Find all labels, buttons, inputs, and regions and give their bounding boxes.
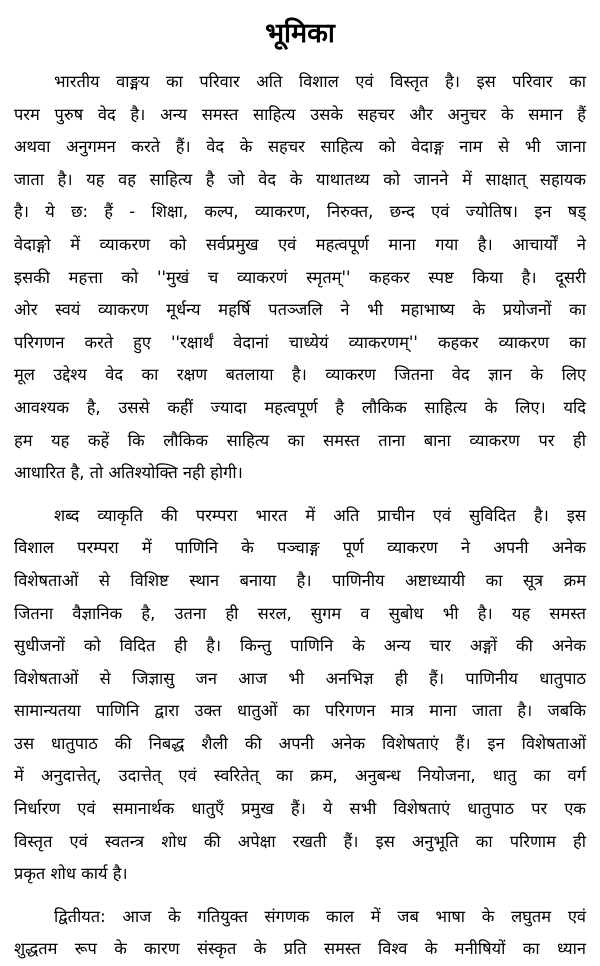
text-line: विशेषताओं से विशिष्ट स्थान बनाया है। पाणिनीय अष्टाध्यायी का सूत्र क्रम bbox=[14, 570, 586, 590]
text-line: शब्द व्याकृति की परम्परा भारत में अति प्राचीन एवं सुविदित है। इस bbox=[54, 505, 586, 525]
page-title: भूमिका bbox=[265, 18, 335, 49]
text-line: परिगणन करते हुए ''रक्षार्थं वेदानां चाध्येयं व्याकरणम्'' कहकर व्याकरण का bbox=[14, 332, 586, 352]
text-line: प्रकृत शोध कार्य है। bbox=[14, 864, 128, 884]
text-line: विशेषताओं से जिज्ञासु जन आज भी अनभिज्ञ ही हैं। पाणिनीय धातुपाठ bbox=[14, 668, 586, 688]
text-line: इसकी महत्ता को ''मुखं च व्याकरणं स्मृतम्'' कहकर स्पष्ट किया है। दूसरी bbox=[14, 267, 586, 287]
text-line: द्वितीयत: आज के गतियुक्त संगणक काल में जब भाषा के लघुतम एवं bbox=[54, 906, 586, 926]
body-text bbox=[14, 66, 586, 966]
text-line: उस धातुपाठ की निबद्ध शैली की अपनी अनेक विशेषताएं हैं। इन विशेषताओं bbox=[14, 733, 586, 753]
text-line: आधारित है, तो अतिश्योक्ति नही होगी। bbox=[14, 463, 243, 483]
text-line: निर्धारण एवं समानार्थक धातुएँ प्रमुख हैं। ये सभी विशेषताएं धातुपाठ पर एक bbox=[14, 799, 586, 819]
text-line: विस्तृत एवं स्वतन्त्र शोध की अपेक्षा रखती हैं। इस अनुभूति का परिणाम ही bbox=[14, 831, 586, 851]
paragraph bbox=[14, 66, 586, 490]
text-line: है। ये छ: हैं - शिक्षा, कल्प, व्याकरण, निरुक्त, छन्द एवं ज्योतिष। इन षड् bbox=[14, 202, 586, 222]
text-line: जितना वैज्ञानिक है, उतना ही सरल, सुगम व सुबोध भी है। यह समस्त bbox=[14, 603, 586, 623]
text-line: भारतीय वाङ्मय का परिवार अति विशाल एवं विस्तृत है। इस परिवार का bbox=[54, 72, 586, 91]
text-line: जाता है। यह वह साहित्य है जो वेद के याथातथ्य को जानने में साक्षात् सहायक bbox=[14, 169, 586, 189]
text-line: अथवा अनुगमन करते हैं। वेद के सहचर साहित्य को वेदाङ्ग नाम से भी जाना bbox=[14, 137, 586, 157]
text-line: शुद्धतम रूप के कारण संस्कृत के प्रति समस्त विश्व के मनीषियों का ध्यान bbox=[14, 939, 586, 959]
text-line: आवश्यक है, उससे कहीं ज्यादा महत्वपूर्ण है लौकिक साहित्य के लिए। यदि bbox=[14, 397, 586, 417]
paragraph bbox=[14, 500, 586, 891]
text-line: वेदाङ्गो में व्याकरण को सर्वप्रमुख एवं महत्वपूर्ण माना गया है। आचार्यों ने bbox=[14, 234, 586, 254]
text-line: विशाल परम्परा में पाणिनि के पञ्चाङ्ग पूर्ण व्याकरण ने अपनी अनेक bbox=[14, 538, 586, 558]
text-line: मूल उद्देश्य वेद का रक्षण बतलाया है। व्याकरण जितना वेद ज्ञान के लिए bbox=[14, 365, 586, 385]
text-line: में अनुदात्तेत्, उदात्तेत् एवं स्वरितेत् का क्रम, अनुबन्ध नियोजना, धातु का वर्ग bbox=[14, 766, 586, 786]
text-line: ओर स्वयं व्याकरण मूर्धन्य महर्षि पतञ्जलि ने भी महाभाष्य के प्रयोजनों का bbox=[14, 300, 586, 320]
text-line: हम यह कहें कि लौकिक साहित्य का समस्त ताना बाना व्याकरण पर ही bbox=[14, 430, 586, 450]
paragraph bbox=[14, 901, 586, 966]
text-line: परम पुरुष वेद है। अन्य समस्त साहित्य उसके सहचर और अनुचर के समान हैं bbox=[14, 104, 586, 124]
text-line: सामान्यतया पाणिनि द्वारा उक्त धातुओं का परिगणन मात्र माना जाता है। जबकि bbox=[14, 701, 586, 721]
text-line: सुधीजनों को विदित ही है। किन्तु पाणिनि के अन्य चार अङ्गों की अनेक bbox=[14, 636, 586, 656]
